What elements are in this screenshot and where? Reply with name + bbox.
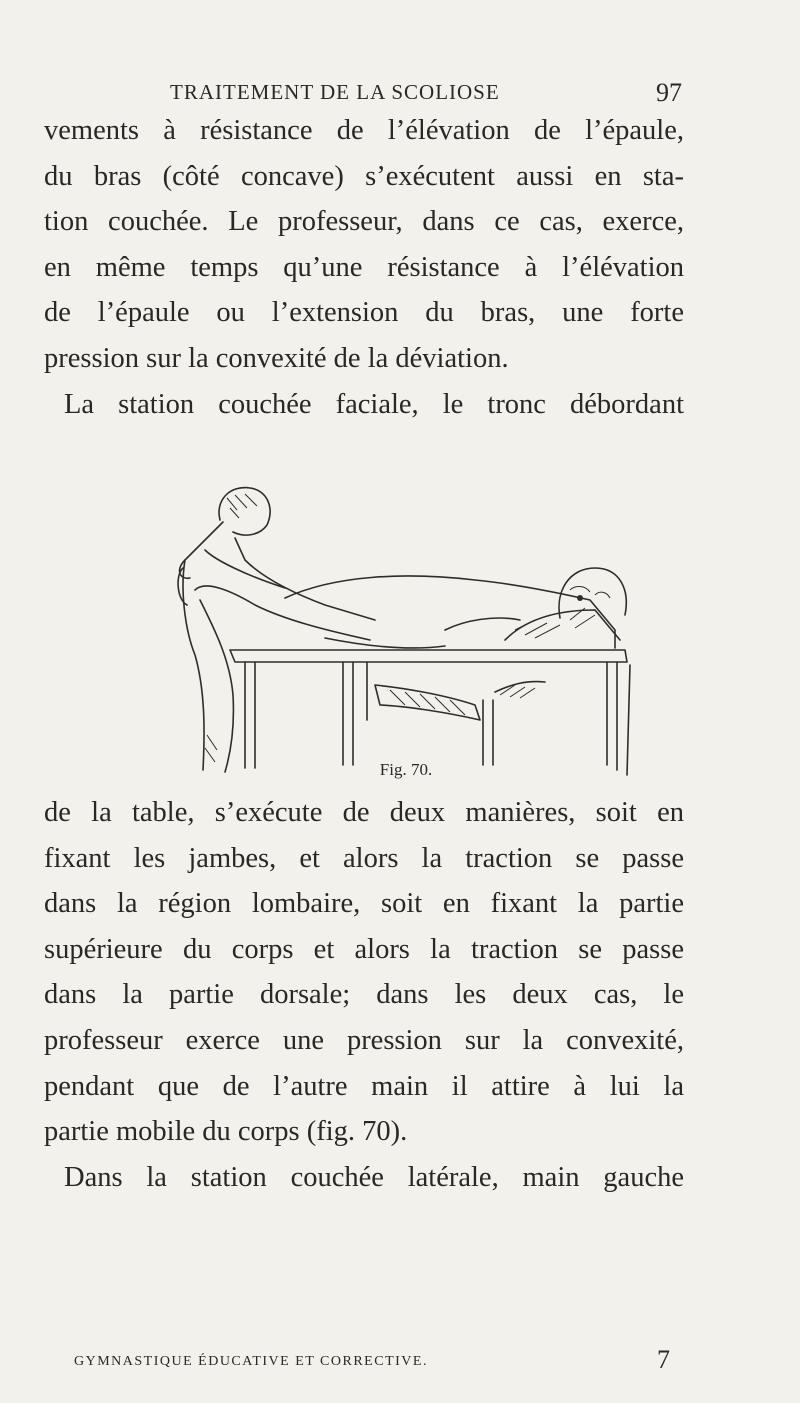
professor-neck [180, 522, 223, 578]
paragraph-top [44, 108, 684, 427]
text-line: La station couchée faciale, le tronc débordant [64, 388, 684, 420]
hatching [205, 735, 217, 762]
text-line: pression sur la convexité de la déviation. [44, 342, 509, 374]
page-header [0, 80, 800, 110]
hair-hatching [227, 494, 257, 518]
text-line: dans la région lombaire, soit en fixant la partie [44, 888, 684, 920]
text-line: supérieure du corps et alors la traction se passe [44, 933, 684, 965]
professor-shoulder [205, 550, 285, 588]
lying-body-front [325, 638, 445, 648]
text-line: dans la partie dorsale; dans les deux cas, le [44, 979, 684, 1011]
text-line: vements à résistance de l’élévation de l’épaule, [44, 115, 684, 146]
text-line: de l’épaule ou l’extension du bras, une forte [44, 297, 684, 329]
text-line: tion couchée. Le professeur, dans ce cas, exerce, [44, 206, 684, 238]
professor-back [183, 560, 204, 770]
page-footer [0, 1345, 800, 1375]
signature-mark: 7 [657, 1345, 670, 1374]
table-top [230, 650, 627, 662]
footer-book-title: GYMNASTIQUE ÉDUCATIVE ET CORRECTIVE. [74, 1354, 428, 1369]
lying-body-line [445, 618, 520, 630]
figure-caption: Fig. 70. [379, 760, 433, 779]
professor-arm-lower [195, 586, 370, 640]
running-title: TRAITEMENT DE LA SCOLIOSE [170, 80, 500, 104]
page-number: 97 [656, 78, 682, 107]
hatching [390, 690, 465, 715]
text-line: partie mobile du corps (fig. 70). [44, 1116, 408, 1148]
text-line: du bras (côté concave) s’exécutent aussi en sta- [44, 160, 684, 192]
figure-drawing [175, 480, 635, 780]
table-leg [483, 700, 493, 765]
face-detail [577, 595, 583, 601]
text-line: professeur exerce une pression sur la convexité, [44, 1024, 684, 1056]
text-line: fixant les jambes, et alors la traction se passe [44, 842, 684, 874]
hatching [515, 608, 595, 638]
professor-front [200, 600, 233, 772]
table-leg [607, 662, 630, 775]
text-line: de la table, s’exécute de deux manières, soit en [44, 797, 684, 828]
text-line: en même temps qu’une résistance à l’élévation [44, 251, 684, 283]
table-leg [343, 662, 367, 765]
paragraph-bottom [44, 790, 684, 1200]
figure-illustration [175, 480, 635, 780]
text-line: pendant que de l’autre main il attire à lui la [44, 1070, 684, 1102]
text-line: Dans la station couchée latérale, main gauche [64, 1161, 684, 1193]
professor-head [219, 488, 270, 535]
table-leg [245, 662, 255, 768]
